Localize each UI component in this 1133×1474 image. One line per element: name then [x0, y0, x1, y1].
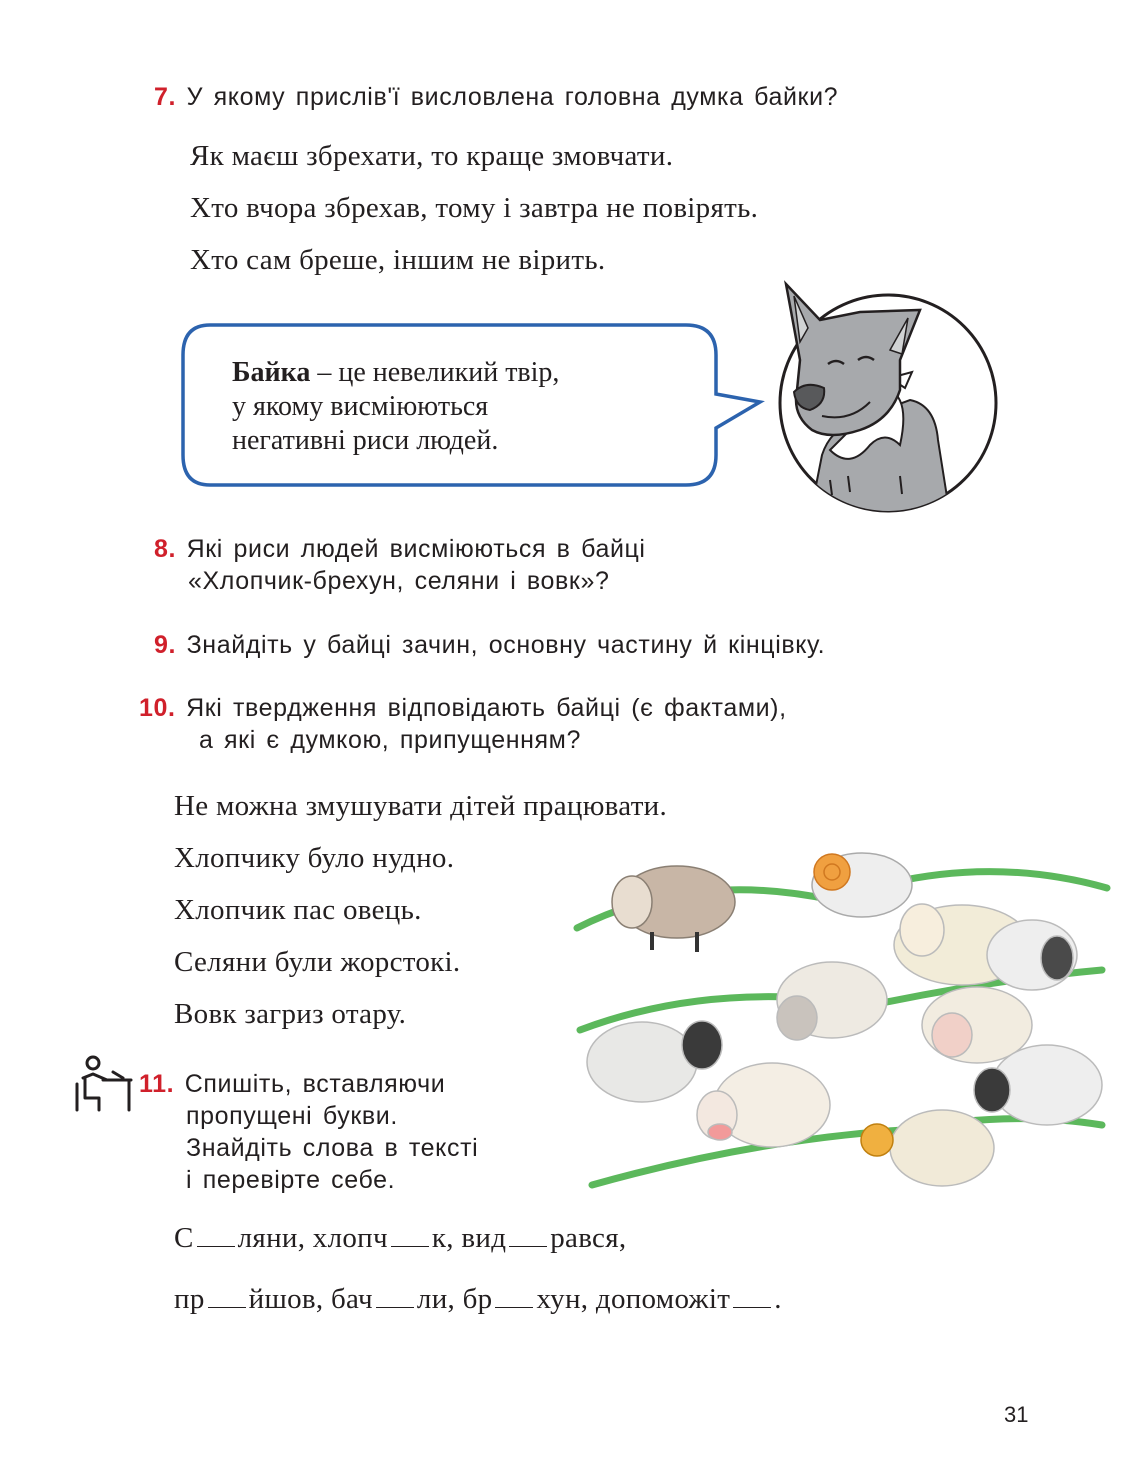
task-9: [154, 629, 825, 661]
blank: [208, 1285, 246, 1308]
task-8: [154, 533, 646, 597]
proverb: Хто вчора збрехав, тому і завтра не повірять.: [190, 192, 759, 224]
statement: Хлопчик пас овець.: [174, 894, 422, 926]
task-number: 7.: [154, 83, 177, 111]
statement: Вовк загриз отару.: [174, 998, 407, 1030]
writing-desk-icon: [73, 1054, 133, 1114]
task-text: пропущені букви.: [186, 1102, 398, 1130]
definition-term: Байка: [232, 357, 311, 388]
definition-text: у якому висміюються: [232, 391, 489, 422]
blank: [495, 1285, 533, 1308]
word-fragment: ли, бр: [416, 1283, 493, 1315]
task-text: У якому прислів'ї висловлена головна думка байки?: [186, 83, 839, 111]
statement: Селяни були жорстокі.: [174, 946, 461, 978]
page-number: 31: [1004, 1402, 1029, 1427]
task-text: «Хлопчик-брехун, селяни і вовк»?: [188, 567, 610, 595]
statement: Не можна змушувати дітей працювати.: [174, 790, 668, 822]
sheep: [587, 1021, 1102, 1186]
task-text: Спишіть, вставляючи: [184, 1070, 446, 1098]
word-fragment: ляни, хлопч: [237, 1222, 388, 1254]
definition-text: негативні риси людей.: [232, 425, 499, 456]
proverb: Як маєш збрехати, то краще змовчати.: [190, 140, 674, 172]
task-10: [139, 692, 787, 756]
sheep: [612, 866, 735, 952]
word-fragment: .: [774, 1283, 782, 1315]
blank: [391, 1224, 429, 1247]
definition-text: – це невеликий твір,: [310, 357, 560, 388]
task-text: Знайдіть слова в тексті: [186, 1134, 479, 1162]
proverb: Хто сам бреше, іншим не вірить.: [190, 244, 606, 276]
blank: [197, 1224, 235, 1247]
task-number: 8.: [154, 535, 177, 563]
task-number: 11.: [139, 1070, 175, 1098]
exercise-line: [174, 1222, 626, 1255]
statement: Хлопчику було нудно.: [174, 842, 455, 874]
task-11: [139, 1068, 478, 1196]
task-7: [154, 81, 838, 113]
word-fragment: к, вид: [431, 1222, 507, 1254]
sheep-flock-illustration: [572, 840, 1112, 1210]
sheep: [894, 904, 1077, 990]
definition: [232, 356, 559, 458]
word-fragment: рався,: [550, 1222, 627, 1254]
wolf-illustration: [760, 280, 1020, 516]
word-fragment: пр: [174, 1283, 205, 1315]
blank: [376, 1285, 414, 1308]
task-text: Які твердження відповідають байці (є фактами),: [186, 694, 787, 722]
word-fragment: хун, допоможіт: [536, 1283, 731, 1315]
word-fragment: С: [174, 1222, 194, 1254]
task-text: а які є думкою, припущенням?: [199, 726, 581, 754]
sheep: [812, 853, 912, 917]
blank: [733, 1285, 771, 1308]
task-text: Знайдіть у байці зачин, основну частину й кінцівку.: [186, 631, 826, 659]
task-text: і перевірте себе.: [186, 1166, 396, 1194]
task-number: 9.: [154, 631, 177, 659]
exercise-line: [174, 1283, 782, 1316]
word-fragment: йшов, бач: [248, 1283, 373, 1315]
task-number: 10.: [139, 694, 176, 722]
blank: [509, 1224, 547, 1247]
task-text: Які риси людей висміюються в байці: [186, 535, 646, 563]
